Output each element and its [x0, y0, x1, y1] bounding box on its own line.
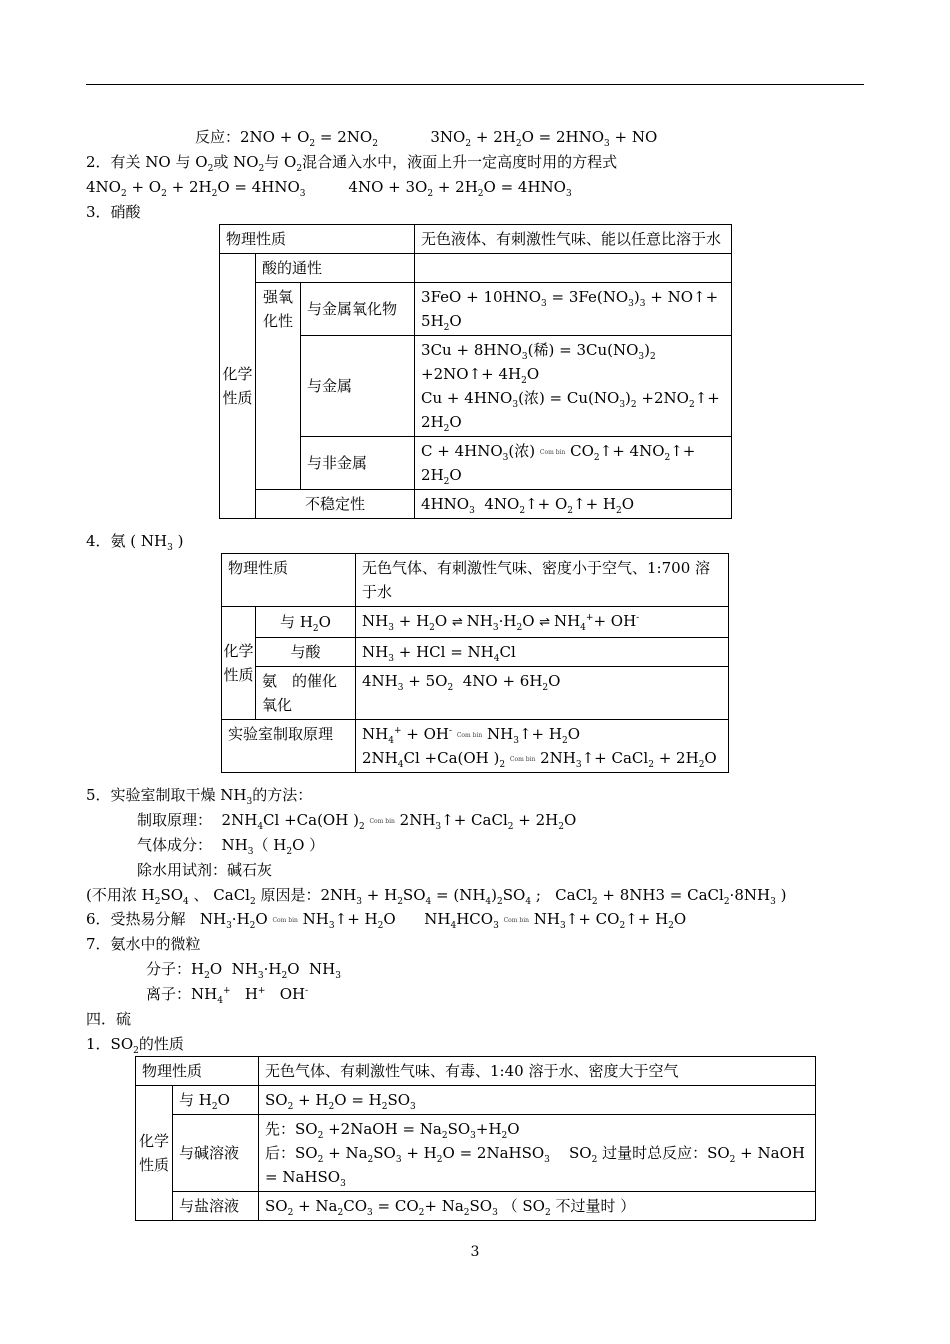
ammonia-water-eq: $NH_3 + H_2O$ ⇌ $NH_3\cdot H_2O$ ⇌ $NH_4^++ OH^-$	[356, 607, 729, 638]
so2-phys-value: 无色气体、有刺激性气味、有毒、1:40 溶于水、密度大于空气	[259, 1057, 816, 1086]
table-row	[136, 1115, 816, 1192]
table-row	[136, 1086, 816, 1115]
ammonia-catalytic-eq: $4NH_3 + 5O_2$ $4NO + 6H_2O$	[356, 667, 729, 720]
ammonia-acid-eq: $NH_3$ + HCl = $NH_4Cl$	[356, 638, 729, 667]
so2-with-salt: 与盐溶液	[173, 1192, 259, 1221]
nitric-strong-oxidizer: 强氧化性	[256, 283, 301, 490]
item-2-equations: $4NO_2 + O_2 + 2H_2O = 4HNO_3$ $4NO + 3O_2 + 2H_2O = 4HNO_3$	[86, 178, 572, 199]
ammonia-phys-label: 物理性质	[222, 554, 356, 607]
so2-table	[135, 1056, 816, 1221]
ammonia-table	[221, 553, 729, 773]
table-row	[222, 554, 729, 607]
item-7-ions: 离子：$NH_4^+$ H+ OH-	[146, 985, 309, 1006]
nitric-with-metal-oxide: 与金属氧化物	[301, 283, 415, 336]
nitric-acid-general-value	[415, 254, 732, 283]
nitric-metal-eq: $3Cu + 8HNO_3$(稀) = $3Cu(NO_3)_2$ +2NO↑+ $4H_2O$ $Cu + 4HNO_3$(浓) = $Cu(NO_3)_2$ $+2NO_2↑+ 2H_2O$	[415, 336, 732, 437]
item-5-gas: 气体成分： $NH_3$（ $H_2O$ ）	[137, 836, 325, 857]
so2-salt-eq: $SO_2 + Na_2CO_3 = CO_2+ Na_2SO_3$ （ $SO_2$ 不过量时 ）	[259, 1192, 816, 1221]
item-5-reason: (不用浓 $H_2SO_4$ 、 CaCl$_2$ 原因是：$2NH_3 + H_2SO_4 = (NH_4)_2SO_4$ ; CaCl$_2$ + $8NH3 = CaCl_2\cdot 8NH_3$ )	[86, 886, 787, 907]
nitric-metal-oxide-eq: $3FeO + 10HNO_3 = 3Fe(NO_3)_3$ + NO↑+ $5H_2O$	[415, 283, 732, 336]
item-6-heading: 6．受热易分解 $NH_3\cdot H_2O$ Com bin $NH_3↑+ H_2O$ $NH_4HCO_3$ Com bin $NH_3↑+$ $CO_2↑+ H_2O$	[86, 910, 687, 931]
item-5-drying: 除水用试剂：碱石灰	[137, 861, 273, 879]
item-2-heading: 2．有关 NO 与 $O_2$或 $NO_2$与 $O_2$混合通入水中，液面上升一定高度时用的方程式	[86, 153, 618, 174]
table-row	[222, 720, 729, 773]
page-number: 3	[470, 1244, 480, 1260]
header-rule	[86, 84, 864, 85]
nitric-phys-value: 无色液体、有刺激性气味、能以任意比溶于水	[415, 225, 732, 254]
item-7-molecules: 分子：$H_2O$ $NH_3\cdot H_2O$ $NH_3$	[146, 960, 341, 981]
table-row	[136, 1057, 816, 1086]
nitric-phys-label: 物理性质	[220, 225, 415, 254]
so2-with-base: 与碱溶液	[173, 1115, 259, 1192]
ammonia-with-water: 与 $H_2O$	[256, 607, 356, 638]
so2-water-eq: $SO_2 + H_2O = H_2SO_3$	[259, 1086, 816, 1115]
so2-chem-label: 化学性质	[136, 1086, 173, 1221]
table-row	[136, 1192, 816, 1221]
nitric-with-metal: 与金属	[301, 336, 415, 437]
item-5-heading: 5．实验室制取干燥 $NH_3$的方法：	[86, 786, 313, 807]
reaction-line: 反应：$2NO + O_2 = 2NO_2$ $3NO_2 + 2H_2O = 2HNO_3$ + NO	[195, 128, 658, 149]
nitric-unstable: 不稳定性	[256, 490, 415, 519]
table-row	[220, 225, 732, 254]
item-5-principle: 制取原理： $2NH_4Cl +Ca(OH$ )$_2$ Com bin $2NH_3↑+$ CaCl$_2$ + $2H_2O$	[137, 811, 577, 832]
ammonia-lab-label: 实验室制取原理	[222, 720, 356, 773]
table-row	[222, 638, 729, 667]
nitric-acid-table	[219, 224, 732, 519]
section-4-heading: 四．硫	[86, 1010, 132, 1028]
ammonia-phys-value: 无色气体、有刺激性气味、密度小于空气、1:700 溶于水	[356, 554, 729, 607]
nitric-unstable-eq: $4HNO_3$ $4NO_2↑+$ $O_2↑+ H_2O$	[415, 490, 732, 519]
table-row	[220, 254, 732, 283]
ammonia-chem-label: 化学性质	[222, 607, 256, 720]
ammonia-catalytic: 氨 的催化氧化	[256, 667, 356, 720]
table-row	[220, 283, 732, 336]
so2-heading: 1．$SO_2$的性质	[86, 1035, 184, 1056]
table-row	[220, 490, 732, 519]
nitric-nonmetal-eq: $C + 4HNO_3$(浓) Com bin $CO_2↑+$ $4NO_2↑+ 2H_2O$	[415, 437, 732, 490]
item-3-heading: 3．硝酸	[86, 203, 141, 221]
ammonia-lab-eq: $NH_4^+ + OH^-$ Com bin $NH_3↑+ H_2O$ $2NH_4Cl +Ca(OH$ )$_2$ Com bin $2NH_3↑+$ CaCl$_2$ + $2H_2O$	[356, 720, 729, 773]
table-row	[222, 607, 729, 638]
nitric-chem-label: 化学性质	[220, 254, 256, 519]
so2-base-eq: 先：$SO_2$ +2NaOH = $Na_2SO_3+H_2O$ 后：$SO_2 + Na_2SO_3 + H_2O$ = 2NaHSO$_3$ $SO_2$ 过量时总反应：$SO_2$ + NaOH = NaHSO$_3$	[259, 1115, 816, 1192]
ammonia-with-acid: 与酸	[256, 638, 356, 667]
table-row	[222, 667, 729, 720]
nitric-acid-general: 酸的通性	[256, 254, 415, 283]
item-4-heading: 4．氨 ( $NH_3$ )	[86, 532, 184, 553]
so2-phys-label: 物理性质	[136, 1057, 259, 1086]
nitric-with-nonmetal: 与非金属	[301, 437, 415, 490]
so2-with-water: 与 $H_2O$	[173, 1086, 259, 1115]
item-7-heading: 7．氨水中的微粒	[86, 935, 201, 953]
